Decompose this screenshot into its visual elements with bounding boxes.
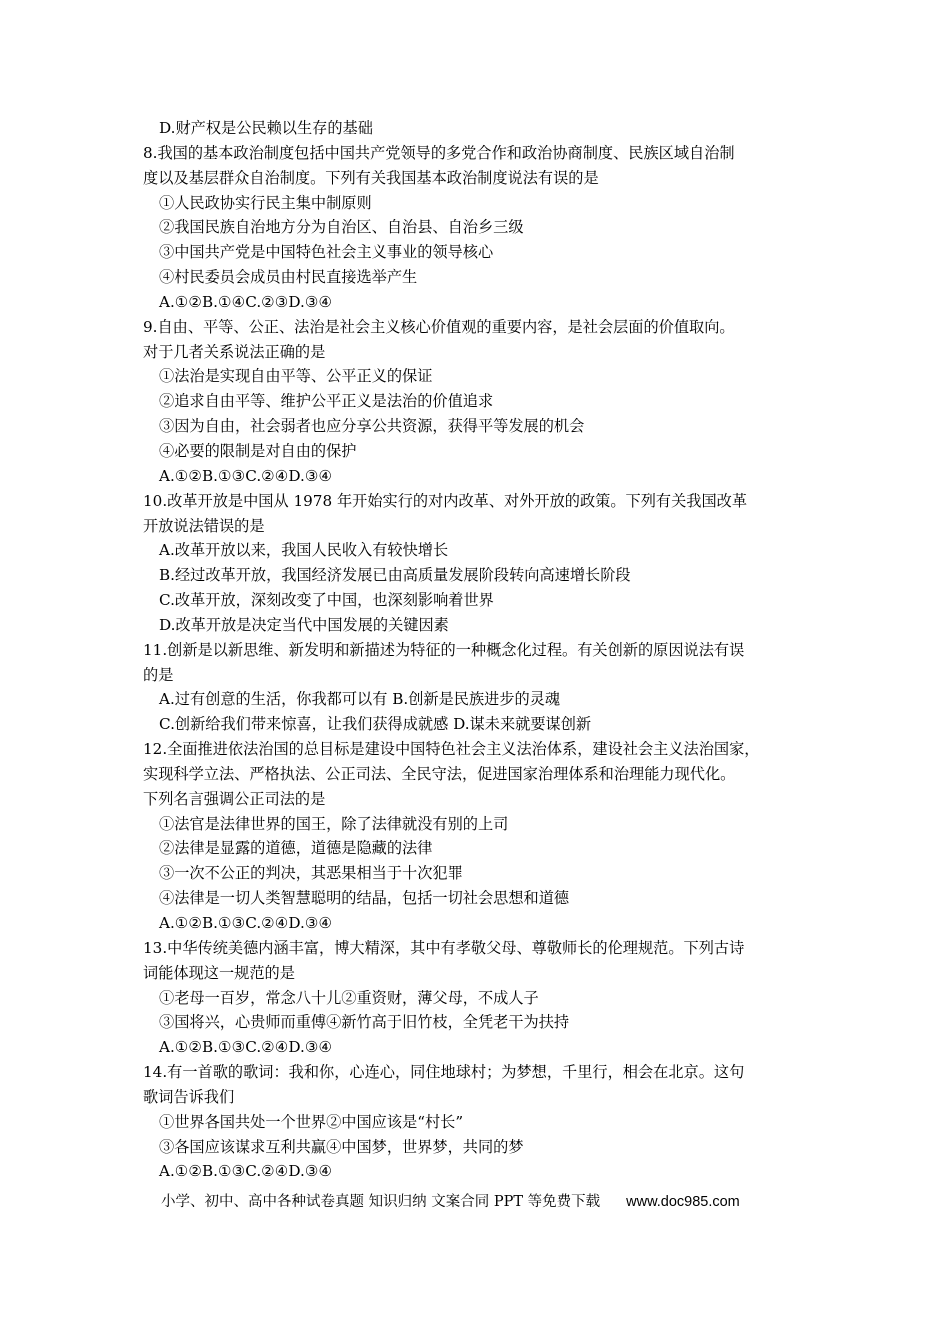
option-line: ④村民委员会成员由村民直接选举产生 [159,268,418,287]
option-line: C.创新给我们带来惊喜，让我们获得成就感 D.谋未来就要谋创新 [159,715,592,734]
option-line: ②追求自由平等、维护公平正义是法治的价值追求 [159,392,494,411]
option-line: D.改革开放是决定当代中国发展的关键因素 [159,615,449,634]
option-line: ②我国民族自治地方分为自治区、自治县、自治乡三级 [159,218,524,237]
question-line: 词能体现这一规范的是 [143,963,295,982]
question-line: 度以及基层群众自治制度。下列有关我国基本政治制度说法有误的是 [143,168,599,187]
page-footer [161,1191,821,1213]
option-line: B.经过改革开放，我国经济发展已由高质量发展阶段转向高速增长阶段 [159,566,631,585]
option-line: A.过有创意的生活，你我都可以有 B.创新是民族进步的灵魂 [159,690,561,709]
option-line: ④法律是一切人类智慧聪明的结晶，包括一切社会思想和道德 [159,889,570,908]
option-line: ①人民政协实行民主集中制原则 [159,193,372,212]
option-line: ①法官是法律世界的国王，除了法律就没有别的上司 [159,814,509,833]
question-line: 歌词告诉我们 [143,1087,235,1106]
question-line: 14.有一首歌的歌词：我和你，心连心，同住地球村；为梦想，千里行，相会在北京。这句 [143,1063,745,1082]
option-line: ③因为自由，社会弱者也应分享公共资源，获得平等发展的机会 [159,417,585,436]
option-line: D.财产权是公民赖以生存的基础 [159,119,373,137]
question-line: 8.我国的基本政治制度包括中国共产党领导的多党合作和政治协商制度、民族区域自治制 [143,143,735,162]
option-line: A.①②B.①③C.②④D.③④ [159,914,333,932]
question-line: 对于几者关系说法正确的是 [143,342,326,361]
option-line: ②法律是显露的道德，道德是隐藏的法律 [159,839,433,858]
question-line: 10.改革开放是中国从 1978 年开始实行的对内改革、对外开放的政策。下列有关我国改革 [143,491,748,510]
footer-website-link[interactable]: www.doc985.com [626,1194,740,1210]
option-line: ③一次不公正的判决，其恶果相当于十次犯罪 [159,864,463,883]
question-line: 12.全面推进依法治国的总目标是建设中国特色社会主义法治体系，建设社会主义法治国家， [143,740,760,759]
question-line: 11.创新是以新思维、新发明和新描述为特征的一种概念化过程。有关创新的原因说法有误 [143,640,745,659]
option-line: ③各国应该谋求互利共赢④中国梦，世界梦，共同的梦 [159,1137,524,1156]
option-line: A.改革开放以来，我国人民收入有较快增长 [159,541,449,560]
option-line: ①法治是实现自由平等、公平正义的保证 [159,367,433,386]
option-line: ③中国共产党是中国特色社会主义事业的领导核心 [159,243,494,262]
footer-text: 小学、初中、高中各种试卷真题 知识归纳 文案合同 PPT 等免费下载 [161,1194,601,1210]
option-line: ①世界各国共处一个世界②中国应该是“村长” [159,1112,464,1131]
option-line: ④必要的限制是对自由的保护 [159,441,357,460]
question-line: 实现科学立法、严格执法、公正司法、全民守法，促进国家治理体系和治理能力现代化。 [143,764,736,783]
option-line: A.①②B.①③C.②④D.③④ [159,1162,333,1181]
question-line: 开放说法错误的是 [143,516,265,535]
option-line: ①老母一百岁，常念八十儿②重资财，薄父母，不成人子 [159,988,539,1007]
question-line: 下列名言强调公正司法的是 [143,789,326,808]
question-line: 的是 [143,665,174,684]
option-line: A.①②B.①③C.②④D.③④ [159,466,333,485]
question-line: 9.自由、平等、公正、法治是社会主义核心价值观的重要内容，是社会层面的价值取向。 [143,317,735,336]
exam-questions-body [143,116,811,1184]
option-line: A.①②B.①③C.②④D.③④ [159,1038,333,1057]
option-line: ③国将兴，心贵师而重傅④新竹高于旧竹枝，全凭老干为扶持 [159,1013,570,1032]
question-line: 13.中华传统美德内涵丰富，博大精深，其中有孝敬父母、尊敬师长的伦理规范。下列古诗 [143,938,745,957]
option-line: C.改革开放，深刻改变了中国，也深刻影响着世界 [159,591,494,610]
option-line: A.①②B.①④C.②③D.③④ [159,292,333,311]
